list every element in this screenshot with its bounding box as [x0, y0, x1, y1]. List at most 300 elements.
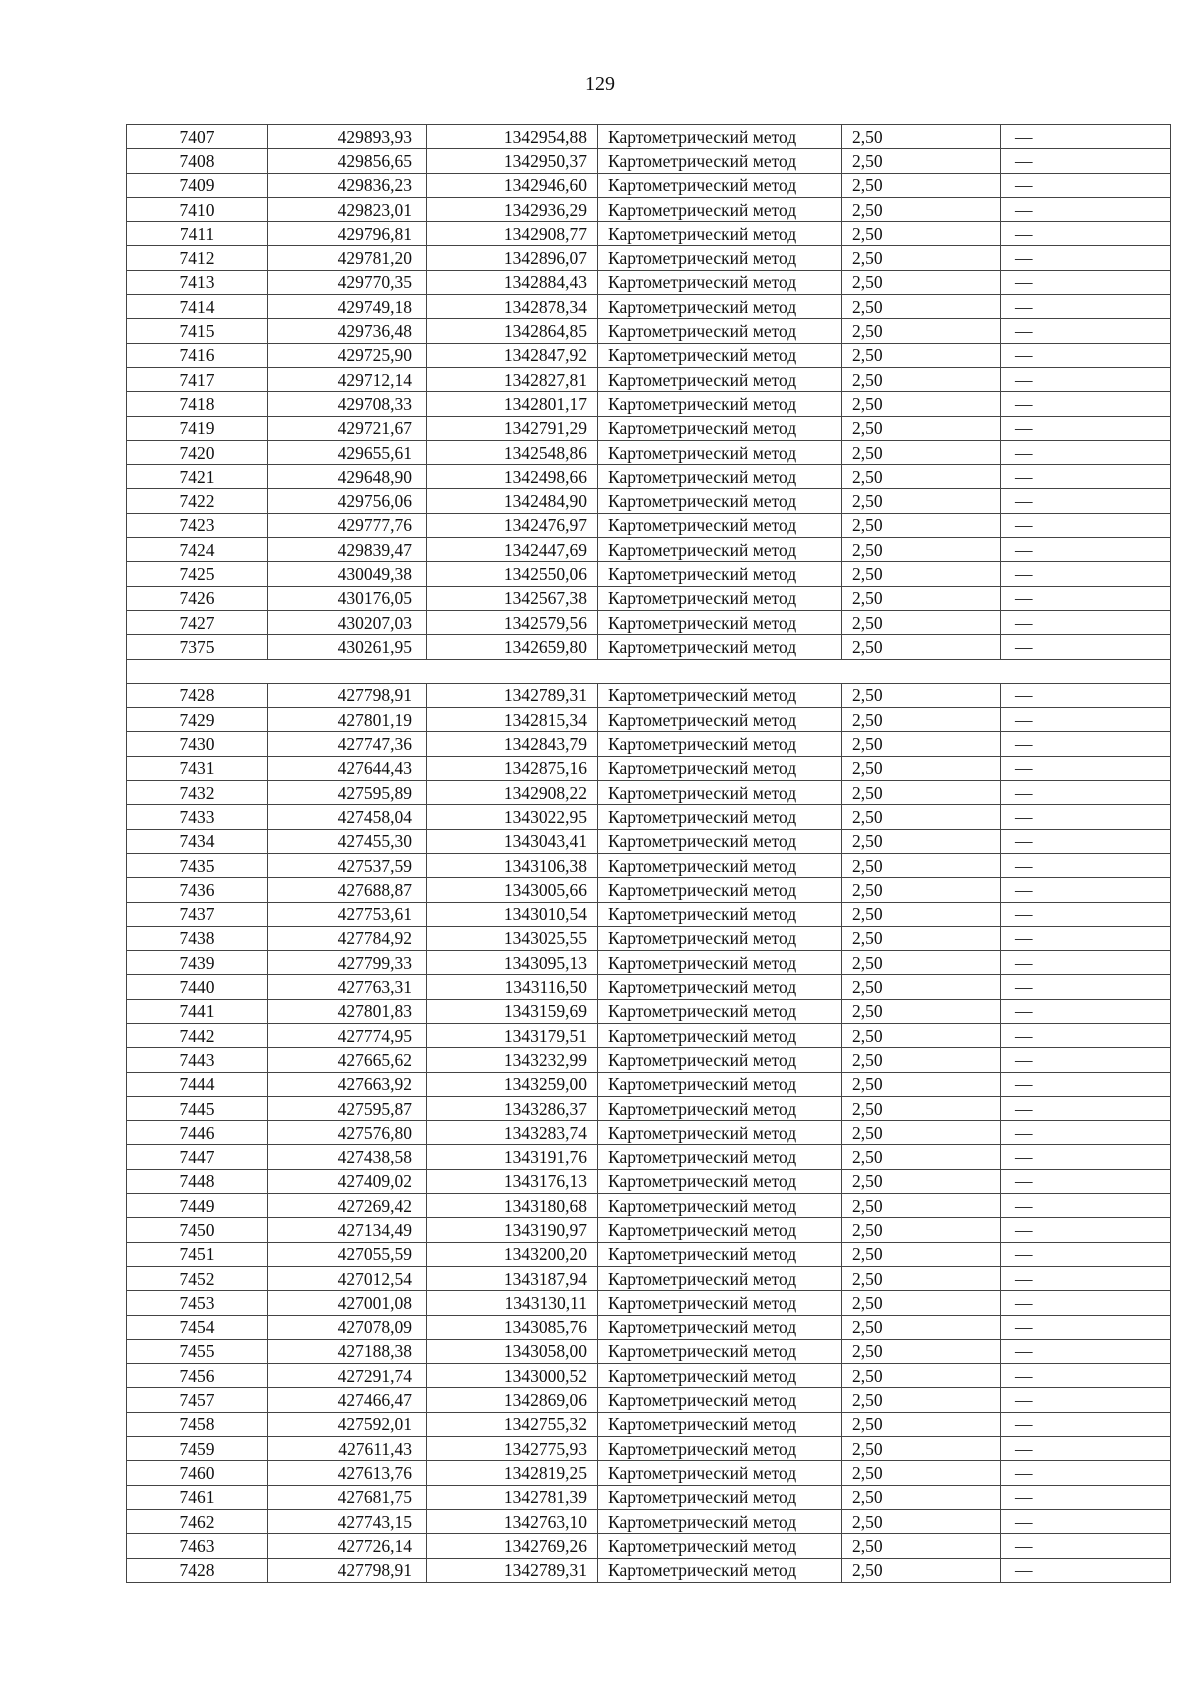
- y-coordinate-cell: 1342884,43: [427, 270, 598, 294]
- method-cell: Картометрический метод: [598, 538, 842, 562]
- table-row: [127, 708, 1171, 732]
- accuracy-cell: 2,50: [842, 562, 1001, 586]
- accuracy-cell: 2,50: [842, 125, 1001, 149]
- x-coordinate-cell: 427801,83: [268, 999, 427, 1023]
- accuracy-cell: 2,50: [842, 1096, 1001, 1120]
- table-row: [127, 222, 1171, 246]
- point-number-cell: 7456: [127, 1364, 268, 1388]
- accuracy-cell: 2,50: [842, 732, 1001, 756]
- description-cell: —: [1001, 1266, 1171, 1290]
- y-coordinate-cell: 1342550,06: [427, 562, 598, 586]
- description-cell: —: [1001, 1096, 1171, 1120]
- x-coordinate-cell: 427726,14: [268, 1534, 427, 1558]
- point-number-cell: 7443: [127, 1048, 268, 1072]
- accuracy-cell: 2,50: [842, 1072, 1001, 1096]
- accuracy-cell: 2,50: [842, 1437, 1001, 1461]
- table-row: [127, 1023, 1171, 1047]
- accuracy-cell: 2,50: [842, 489, 1001, 513]
- table-row: [127, 878, 1171, 902]
- table-row: [127, 1412, 1171, 1436]
- x-coordinate-cell: 427798,91: [268, 1558, 427, 1582]
- y-coordinate-cell: 1342908,77: [427, 222, 598, 246]
- x-coordinate-cell: 429756,06: [268, 489, 427, 513]
- point-number-cell: 7449: [127, 1194, 268, 1218]
- table-row: [127, 635, 1171, 659]
- y-coordinate-cell: 1342789,31: [427, 1558, 598, 1582]
- y-coordinate-cell: 1342875,16: [427, 756, 598, 780]
- table-row: [127, 1534, 1171, 1558]
- point-number-cell: 7430: [127, 732, 268, 756]
- description-cell: —: [1001, 683, 1171, 707]
- table-row: [127, 1121, 1171, 1145]
- method-cell: Картометрический метод: [598, 1364, 842, 1388]
- accuracy-cell: 2,50: [842, 538, 1001, 562]
- y-coordinate-cell: 1342896,07: [427, 246, 598, 270]
- table-row: [127, 513, 1171, 537]
- point-number-cell: 7458: [127, 1412, 268, 1436]
- table-row: [127, 1437, 1171, 1461]
- x-coordinate-cell: 430049,38: [268, 562, 427, 586]
- accuracy-cell: 2,50: [842, 1485, 1001, 1509]
- accuracy-cell: 2,50: [842, 902, 1001, 926]
- description-cell: —: [1001, 1412, 1171, 1436]
- point-number-cell: 7437: [127, 902, 268, 926]
- method-cell: Картометрический метод: [598, 465, 842, 489]
- description-cell: —: [1001, 1364, 1171, 1388]
- point-number-cell: 7428: [127, 1558, 268, 1582]
- accuracy-cell: 2,50: [842, 367, 1001, 391]
- description-cell: —: [1001, 1145, 1171, 1169]
- method-cell: Картометрический метод: [598, 683, 842, 707]
- y-coordinate-cell: 1342447,69: [427, 538, 598, 562]
- method-cell: Картометрический метод: [598, 149, 842, 173]
- coordinates-table-body: [127, 125, 1171, 1583]
- accuracy-cell: 2,50: [842, 513, 1001, 537]
- method-cell: Картометрический метод: [598, 829, 842, 853]
- accuracy-cell: 2,50: [842, 1121, 1001, 1145]
- table-row: [127, 392, 1171, 416]
- point-number-cell: 7426: [127, 586, 268, 610]
- accuracy-cell: 2,50: [842, 1218, 1001, 1242]
- accuracy-cell: 2,50: [842, 149, 1001, 173]
- accuracy-cell: 2,50: [842, 975, 1001, 999]
- y-coordinate-cell: 1342864,85: [427, 319, 598, 343]
- accuracy-cell: 2,50: [842, 1558, 1001, 1582]
- y-coordinate-cell: 1342878,34: [427, 295, 598, 319]
- method-cell: Картометрический метод: [598, 586, 842, 610]
- y-coordinate-cell: 1343058,00: [427, 1339, 598, 1363]
- x-coordinate-cell: 427799,33: [268, 951, 427, 975]
- y-coordinate-cell: 1343130,11: [427, 1291, 598, 1315]
- method-cell: Картометрический метод: [598, 1291, 842, 1315]
- description-cell: —: [1001, 1194, 1171, 1218]
- x-coordinate-cell: 429836,23: [268, 173, 427, 197]
- x-coordinate-cell: 429893,93: [268, 125, 427, 149]
- point-number-cell: 7454: [127, 1315, 268, 1339]
- point-number-cell: 7413: [127, 270, 268, 294]
- description-cell: —: [1001, 343, 1171, 367]
- x-coordinate-cell: 427613,76: [268, 1461, 427, 1485]
- accuracy-cell: 2,50: [842, 1194, 1001, 1218]
- x-coordinate-cell: 427012,54: [268, 1266, 427, 1290]
- y-coordinate-cell: 1342755,32: [427, 1412, 598, 1436]
- y-coordinate-cell: 1343085,76: [427, 1315, 598, 1339]
- y-coordinate-cell: 1343286,37: [427, 1096, 598, 1120]
- accuracy-cell: 2,50: [842, 343, 1001, 367]
- point-number-cell: 7415: [127, 319, 268, 343]
- method-cell: Картометрический метод: [598, 1023, 842, 1047]
- description-cell: —: [1001, 878, 1171, 902]
- point-number-cell: 7451: [127, 1242, 268, 1266]
- method-cell: Картометрический метод: [598, 222, 842, 246]
- table-row: [127, 1218, 1171, 1242]
- x-coordinate-cell: 429655,61: [268, 440, 427, 464]
- accuracy-cell: 2,50: [842, 1023, 1001, 1047]
- y-coordinate-cell: 1343232,99: [427, 1048, 598, 1072]
- point-number-cell: 7461: [127, 1485, 268, 1509]
- accuracy-cell: 2,50: [842, 829, 1001, 853]
- x-coordinate-cell: 427743,15: [268, 1509, 427, 1533]
- description-cell: —: [1001, 1291, 1171, 1315]
- method-cell: Картометрический метод: [598, 975, 842, 999]
- point-number-cell: 7428: [127, 683, 268, 707]
- method-cell: Картометрический метод: [598, 708, 842, 732]
- description-cell: —: [1001, 197, 1171, 221]
- method-cell: Картометрический метод: [598, 610, 842, 634]
- point-number-cell: 7411: [127, 222, 268, 246]
- method-cell: Картометрический метод: [598, 246, 842, 270]
- description-cell: —: [1001, 465, 1171, 489]
- point-number-cell: 7433: [127, 805, 268, 829]
- method-cell: Картометрический метод: [598, 440, 842, 464]
- x-coordinate-cell: 427001,08: [268, 1291, 427, 1315]
- x-coordinate-cell: 427681,75: [268, 1485, 427, 1509]
- y-coordinate-cell: 1342827,81: [427, 367, 598, 391]
- x-coordinate-cell: 429712,14: [268, 367, 427, 391]
- accuracy-cell: 2,50: [842, 1315, 1001, 1339]
- point-number-cell: 7445: [127, 1096, 268, 1120]
- accuracy-cell: 2,50: [842, 781, 1001, 805]
- description-cell: —: [1001, 1534, 1171, 1558]
- group-separator-row: [127, 659, 1171, 683]
- description-cell: —: [1001, 367, 1171, 391]
- x-coordinate-cell: 427188,38: [268, 1339, 427, 1363]
- table-row: [127, 732, 1171, 756]
- y-coordinate-cell: 1343106,38: [427, 853, 598, 877]
- y-coordinate-cell: 1343259,00: [427, 1072, 598, 1096]
- table-row: [127, 683, 1171, 707]
- accuracy-cell: 2,50: [842, 708, 1001, 732]
- method-cell: Картометрический метод: [598, 1242, 842, 1266]
- y-coordinate-cell: 1342659,80: [427, 635, 598, 659]
- table-row: [127, 610, 1171, 634]
- accuracy-cell: 2,50: [842, 1266, 1001, 1290]
- description-cell: —: [1001, 1121, 1171, 1145]
- x-coordinate-cell: 427595,89: [268, 781, 427, 805]
- description-cell: —: [1001, 975, 1171, 999]
- accuracy-cell: 2,50: [842, 1048, 1001, 1072]
- method-cell: Картометрический метод: [598, 926, 842, 950]
- method-cell: Картометрический метод: [598, 1048, 842, 1072]
- table-row: [127, 416, 1171, 440]
- point-number-cell: 7432: [127, 781, 268, 805]
- x-coordinate-cell: 427665,62: [268, 1048, 427, 1072]
- x-coordinate-cell: 427409,02: [268, 1169, 427, 1193]
- method-cell: Картометрический метод: [598, 1339, 842, 1363]
- x-coordinate-cell: 427753,61: [268, 902, 427, 926]
- table-row: [127, 756, 1171, 780]
- point-number-cell: 7446: [127, 1121, 268, 1145]
- point-number-cell: 7407: [127, 125, 268, 149]
- point-number-cell: 7457: [127, 1388, 268, 1412]
- accuracy-cell: 2,50: [842, 319, 1001, 343]
- accuracy-cell: 2,50: [842, 805, 1001, 829]
- table-row: [127, 1145, 1171, 1169]
- y-coordinate-cell: 1343283,74: [427, 1121, 598, 1145]
- accuracy-cell: 2,50: [842, 610, 1001, 634]
- y-coordinate-cell: 1342548,86: [427, 440, 598, 464]
- method-cell: Картометрический метод: [598, 125, 842, 149]
- description-cell: —: [1001, 1218, 1171, 1242]
- description-cell: —: [1001, 756, 1171, 780]
- point-number-cell: 7431: [127, 756, 268, 780]
- description-cell: —: [1001, 1315, 1171, 1339]
- y-coordinate-cell: 1342801,17: [427, 392, 598, 416]
- accuracy-cell: 2,50: [842, 270, 1001, 294]
- method-cell: Картометрический метод: [598, 1145, 842, 1169]
- accuracy-cell: 2,50: [842, 222, 1001, 246]
- x-coordinate-cell: 427644,43: [268, 756, 427, 780]
- point-number-cell: 7434: [127, 829, 268, 853]
- accuracy-cell: 2,50: [842, 1145, 1001, 1169]
- y-coordinate-cell: 1342781,39: [427, 1485, 598, 1509]
- x-coordinate-cell: 429781,20: [268, 246, 427, 270]
- description-cell: —: [1001, 295, 1171, 319]
- y-coordinate-cell: 1342789,31: [427, 683, 598, 707]
- point-number-cell: 7418: [127, 392, 268, 416]
- method-cell: Картометрический метод: [598, 1315, 842, 1339]
- accuracy-cell: 2,50: [842, 392, 1001, 416]
- y-coordinate-cell: 1343179,51: [427, 1023, 598, 1047]
- x-coordinate-cell: 427291,74: [268, 1364, 427, 1388]
- description-cell: —: [1001, 270, 1171, 294]
- accuracy-cell: 2,50: [842, 465, 1001, 489]
- table-row: [127, 538, 1171, 562]
- y-coordinate-cell: 1343159,69: [427, 999, 598, 1023]
- point-number-cell: 7462: [127, 1509, 268, 1533]
- point-number-cell: 7452: [127, 1266, 268, 1290]
- method-cell: Картометрический метод: [598, 878, 842, 902]
- point-number-cell: 7453: [127, 1291, 268, 1315]
- x-coordinate-cell: 429770,35: [268, 270, 427, 294]
- method-cell: Картометрический метод: [598, 1412, 842, 1436]
- accuracy-cell: 2,50: [842, 951, 1001, 975]
- x-coordinate-cell: 427134,49: [268, 1218, 427, 1242]
- point-number-cell: 7439: [127, 951, 268, 975]
- method-cell: Картометрический метод: [598, 1485, 842, 1509]
- table-row: [127, 1242, 1171, 1266]
- accuracy-cell: 2,50: [842, 1242, 1001, 1266]
- point-number-cell: 7438: [127, 926, 268, 950]
- description-cell: —: [1001, 125, 1171, 149]
- table-row: [127, 1315, 1171, 1339]
- y-coordinate-cell: 1342484,90: [427, 489, 598, 513]
- y-coordinate-cell: 1343025,55: [427, 926, 598, 950]
- description-cell: —: [1001, 1169, 1171, 1193]
- method-cell: Картометрический метод: [598, 270, 842, 294]
- point-number-cell: 7427: [127, 610, 268, 634]
- y-coordinate-cell: 1343190,97: [427, 1218, 598, 1242]
- y-coordinate-cell: 1342847,92: [427, 343, 598, 367]
- table-row: [127, 1096, 1171, 1120]
- table-row: [127, 1339, 1171, 1363]
- accuracy-cell: 2,50: [842, 1388, 1001, 1412]
- table-row: [127, 1388, 1171, 1412]
- method-cell: Картометрический метод: [598, 732, 842, 756]
- point-number-cell: 7375: [127, 635, 268, 659]
- method-cell: Картометрический метод: [598, 1266, 842, 1290]
- x-coordinate-cell: 429749,18: [268, 295, 427, 319]
- table-row: [127, 1169, 1171, 1193]
- method-cell: Картометрический метод: [598, 1461, 842, 1485]
- point-number-cell: 7460: [127, 1461, 268, 1485]
- description-cell: —: [1001, 902, 1171, 926]
- accuracy-cell: 2,50: [842, 1169, 1001, 1193]
- table-row: [127, 173, 1171, 197]
- y-coordinate-cell: 1342567,38: [427, 586, 598, 610]
- table-row: [127, 246, 1171, 270]
- x-coordinate-cell: 429823,01: [268, 197, 427, 221]
- method-cell: Картометрический метод: [598, 1437, 842, 1461]
- accuracy-cell: 2,50: [842, 1364, 1001, 1388]
- y-coordinate-cell: 1343022,95: [427, 805, 598, 829]
- y-coordinate-cell: 1343043,41: [427, 829, 598, 853]
- method-cell: Картометрический метод: [598, 1558, 842, 1582]
- table-row: [127, 197, 1171, 221]
- method-cell: Картометрический метод: [598, 173, 842, 197]
- point-number-cell: 7420: [127, 440, 268, 464]
- accuracy-cell: 2,50: [842, 246, 1001, 270]
- coordinates-table: [126, 124, 1171, 1583]
- method-cell: Картометрический метод: [598, 781, 842, 805]
- y-coordinate-cell: 1342815,34: [427, 708, 598, 732]
- description-cell: —: [1001, 951, 1171, 975]
- method-cell: Картометрический метод: [598, 1096, 842, 1120]
- x-coordinate-cell: 429856,65: [268, 149, 427, 173]
- description-cell: —: [1001, 1048, 1171, 1072]
- accuracy-cell: 2,50: [842, 295, 1001, 319]
- x-coordinate-cell: 429708,33: [268, 392, 427, 416]
- method-cell: Картометрический метод: [598, 805, 842, 829]
- table-row: [127, 853, 1171, 877]
- description-cell: —: [1001, 392, 1171, 416]
- description-cell: —: [1001, 319, 1171, 343]
- method-cell: Картометрический метод: [598, 999, 842, 1023]
- y-coordinate-cell: 1342763,10: [427, 1509, 598, 1533]
- description-cell: —: [1001, 440, 1171, 464]
- table-row: [127, 295, 1171, 319]
- x-coordinate-cell: 427576,80: [268, 1121, 427, 1145]
- table-row: [127, 343, 1171, 367]
- accuracy-cell: 2,50: [842, 173, 1001, 197]
- method-cell: Картометрический метод: [598, 367, 842, 391]
- table-row: [127, 440, 1171, 464]
- method-cell: Картометрический метод: [598, 562, 842, 586]
- description-cell: —: [1001, 489, 1171, 513]
- table-row: [127, 319, 1171, 343]
- x-coordinate-cell: 430261,95: [268, 635, 427, 659]
- x-coordinate-cell: 427055,59: [268, 1242, 427, 1266]
- y-coordinate-cell: 1343176,13: [427, 1169, 598, 1193]
- table-row: [127, 1266, 1171, 1290]
- description-cell: —: [1001, 1023, 1171, 1047]
- y-coordinate-cell: 1342954,88: [427, 125, 598, 149]
- y-coordinate-cell: 1342869,06: [427, 1388, 598, 1412]
- point-number-cell: 7409: [127, 173, 268, 197]
- x-coordinate-cell: 427455,30: [268, 829, 427, 853]
- table-row: [127, 805, 1171, 829]
- method-cell: Картометрический метод: [598, 392, 842, 416]
- description-cell: —: [1001, 1339, 1171, 1363]
- accuracy-cell: 2,50: [842, 416, 1001, 440]
- y-coordinate-cell: 1343095,13: [427, 951, 598, 975]
- method-cell: Картометрический метод: [598, 416, 842, 440]
- method-cell: Картометрический метод: [598, 1194, 842, 1218]
- point-number-cell: 7447: [127, 1145, 268, 1169]
- x-coordinate-cell: 429796,81: [268, 222, 427, 246]
- point-number-cell: 7422: [127, 489, 268, 513]
- x-coordinate-cell: 427663,92: [268, 1072, 427, 1096]
- x-coordinate-cell: 429721,67: [268, 416, 427, 440]
- method-cell: Картометрический метод: [598, 1509, 842, 1533]
- description-cell: —: [1001, 1242, 1171, 1266]
- y-coordinate-cell: 1342946,60: [427, 173, 598, 197]
- method-cell: Картометрический метод: [598, 1534, 842, 1558]
- x-coordinate-cell: 427458,04: [268, 805, 427, 829]
- table-row: [127, 1485, 1171, 1509]
- method-cell: Картометрический метод: [598, 853, 842, 877]
- description-cell: —: [1001, 829, 1171, 853]
- x-coordinate-cell: 427537,59: [268, 853, 427, 877]
- point-number-cell: 7410: [127, 197, 268, 221]
- x-coordinate-cell: 427763,31: [268, 975, 427, 999]
- description-cell: —: [1001, 926, 1171, 950]
- y-coordinate-cell: 1343005,66: [427, 878, 598, 902]
- point-number-cell: 7419: [127, 416, 268, 440]
- description-cell: —: [1001, 999, 1171, 1023]
- y-coordinate-cell: 1342775,93: [427, 1437, 598, 1461]
- table-row: [127, 1558, 1171, 1582]
- y-coordinate-cell: 1342791,29: [427, 416, 598, 440]
- description-cell: —: [1001, 1072, 1171, 1096]
- method-cell: Картометрический метод: [598, 756, 842, 780]
- table-row: [127, 270, 1171, 294]
- table-row: [127, 1364, 1171, 1388]
- y-coordinate-cell: 1343180,68: [427, 1194, 598, 1218]
- method-cell: Картометрический метод: [598, 951, 842, 975]
- x-coordinate-cell: 429839,47: [268, 538, 427, 562]
- accuracy-cell: 2,50: [842, 1534, 1001, 1558]
- table-row: [127, 1509, 1171, 1533]
- point-number-cell: 7421: [127, 465, 268, 489]
- x-coordinate-cell: 429736,48: [268, 319, 427, 343]
- method-cell: Картометрический метод: [598, 319, 842, 343]
- table-row: [127, 1072, 1171, 1096]
- accuracy-cell: 2,50: [842, 635, 1001, 659]
- y-coordinate-cell: 1343191,76: [427, 1145, 598, 1169]
- point-number-cell: 7442: [127, 1023, 268, 1047]
- table-row: [127, 999, 1171, 1023]
